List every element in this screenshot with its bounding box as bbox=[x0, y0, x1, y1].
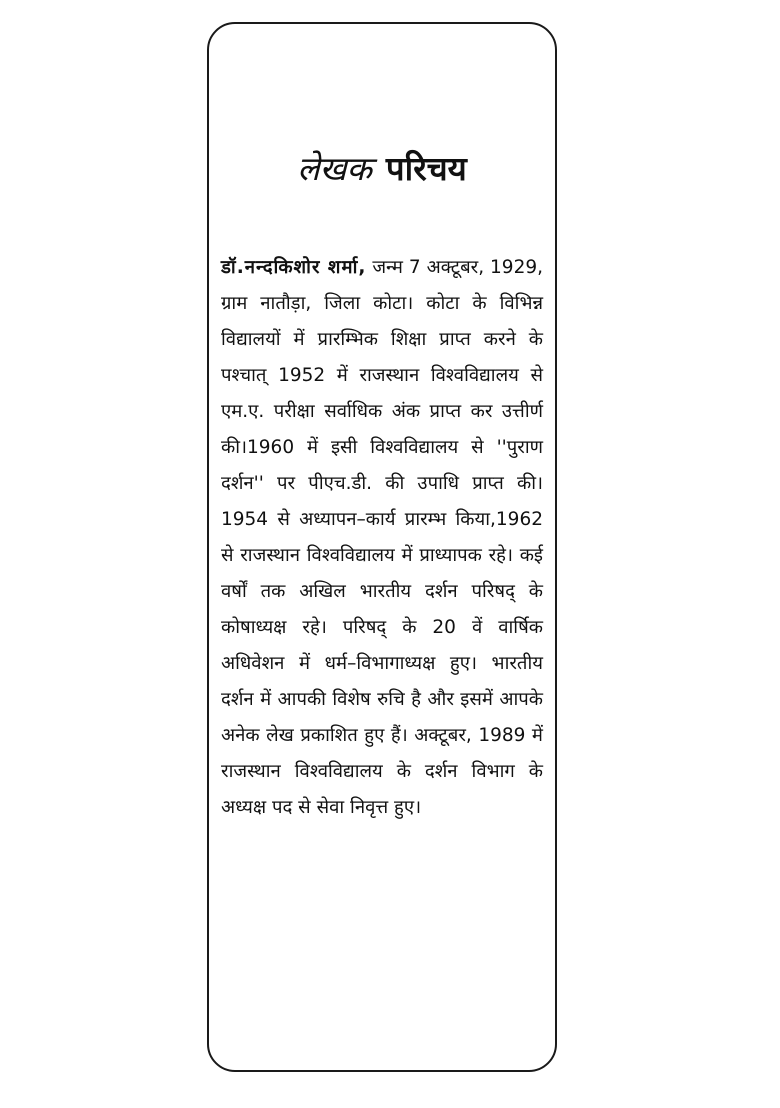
author-name: डॉ.नन्दकिशोर शर्मा, bbox=[221, 257, 367, 278]
author-bio-text: जन्म 7 अक्टूबर, 1929, ग्राम नातौड़ा, जिला कोटा। कोटा के विभिन्न विद्यालयों में प्रारम्भिक शिक्षा प्राप्त करने के पश्चात् 1952 में राजस्थान विश्वविद्यालय से एम.ए. परीक्षा सर्वाधिक अंक प्राप्त कर उत्तीर्ण की।1960 में इसी विश्वविद्यालय से ''पुराण दर्शन'' पर पीएच.डी. की उपाधि प्राप्त की। 1954 से अध्यापन–कार्य प्रारम्भ किया,1962 से राजस्थान विश्वविद्यालय में प्राध्यापक रहे। कई वर्षों तक अखिल भारतीय दर्शन परिषद् के कोषाध्यक्ष रहे। परिषद् के 20 वें वार्षिक अधिवेशन में धर्म–विभागाध्यक्ष हुए। भारतीय दर्शन में आपकी विशेष रुचि है और इसमें आपके अनेक लेख प्रकाशित हुए हैं। अक्टूबर, 1989 में राजस्थान विश्वविद्यालय के दर्शन विभाग के अध्यक्ष पद से सेवा निवृत्त हुए। bbox=[221, 257, 543, 818]
title-word-author: लेखक bbox=[297, 149, 372, 188]
page-title bbox=[209, 144, 555, 194]
title-word-intro: परिचय bbox=[385, 149, 467, 188]
author-intro-card bbox=[207, 22, 557, 1072]
author-bio-paragraph bbox=[221, 250, 543, 826]
